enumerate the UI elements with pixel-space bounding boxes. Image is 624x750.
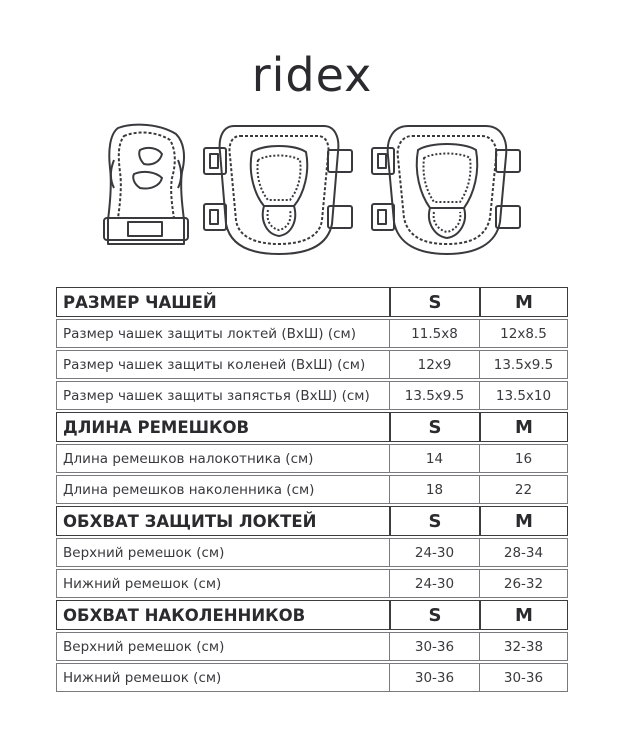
table-row xyxy=(56,319,568,348)
size-m-value: 28-34 xyxy=(480,538,568,567)
size-m-header: M xyxy=(480,287,568,317)
size-s-header: S xyxy=(390,287,480,317)
size-s-value: 14 xyxy=(390,444,480,473)
row-label: Размер чашек защиты запястья (ВхШ) (см) xyxy=(56,381,390,410)
table-row xyxy=(56,381,568,410)
size-s-value: 30-36 xyxy=(390,632,480,661)
size-s-header: S xyxy=(390,600,480,630)
size-m-value: 22 xyxy=(480,475,568,504)
size-m-header: M xyxy=(480,506,568,536)
row-label: Размер чашек защиты коленей (ВхШ) (см) xyxy=(56,350,390,379)
row-label: Длина ремешков налокотника (см) xyxy=(56,444,390,473)
section-title: ОБХВАТ ЗАЩИТЫ ЛОКТЕЙ xyxy=(56,506,390,536)
table-row xyxy=(56,538,568,567)
size-chart-table xyxy=(56,285,568,694)
section-header-cup-size xyxy=(56,287,568,317)
table-row xyxy=(56,632,568,661)
size-s-value: 12x9 xyxy=(390,350,480,379)
table-row xyxy=(56,663,568,692)
size-m-value: 26-32 xyxy=(480,569,568,598)
wrist-guard-icon xyxy=(100,120,190,255)
size-m-value: 13.5x9.5 xyxy=(480,350,568,379)
row-label: Верхний ремешок (см) xyxy=(56,632,390,661)
size-m-header: M xyxy=(480,412,568,442)
table-row xyxy=(56,475,568,504)
size-m-value: 30-36 xyxy=(480,663,568,692)
row-label: Нижний ремешок (см) xyxy=(56,569,390,598)
size-s-header: S xyxy=(390,412,480,442)
brand-logo: ridex xyxy=(251,48,373,102)
row-label: Верхний ремешок (см) xyxy=(56,538,390,567)
size-s-value: 13.5x9.5 xyxy=(390,381,480,410)
section-header-strap-length xyxy=(56,412,568,442)
row-label: Нижний ремешок (см) xyxy=(56,663,390,692)
product-illustration xyxy=(0,120,624,260)
size-m-header: M xyxy=(480,600,568,630)
size-s-value: 11.5x8 xyxy=(390,319,480,348)
size-m-value: 13.5x10 xyxy=(480,381,568,410)
size-s-header: S xyxy=(390,506,480,536)
size-m-value: 12x8.5 xyxy=(480,319,568,348)
table-row xyxy=(56,350,568,379)
table-row xyxy=(56,444,568,473)
table-row xyxy=(56,569,568,598)
section-title: ДЛИНА РЕМЕШКОВ xyxy=(56,412,390,442)
section-header-knee-girth xyxy=(56,600,568,630)
section-header-elbow-girth xyxy=(56,506,568,536)
section-title: ОБХВАТ НАКОЛЕННИКОВ xyxy=(56,600,390,630)
knee-pad-icon xyxy=(368,120,526,260)
row-label: Длина ремешков наколенника (см) xyxy=(56,475,390,504)
size-m-value: 32-38 xyxy=(480,632,568,661)
size-s-value: 18 xyxy=(390,475,480,504)
row-label: Размер чашек защиты локтей (ВхШ) (см) xyxy=(56,319,390,348)
size-s-value: 24-30 xyxy=(390,538,480,567)
size-m-value: 16 xyxy=(480,444,568,473)
section-title: РАЗМЕР ЧАШЕЙ xyxy=(56,287,390,317)
size-s-value: 24-30 xyxy=(390,569,480,598)
size-s-value: 30-36 xyxy=(390,663,480,692)
elbow-pad-icon xyxy=(200,120,358,260)
